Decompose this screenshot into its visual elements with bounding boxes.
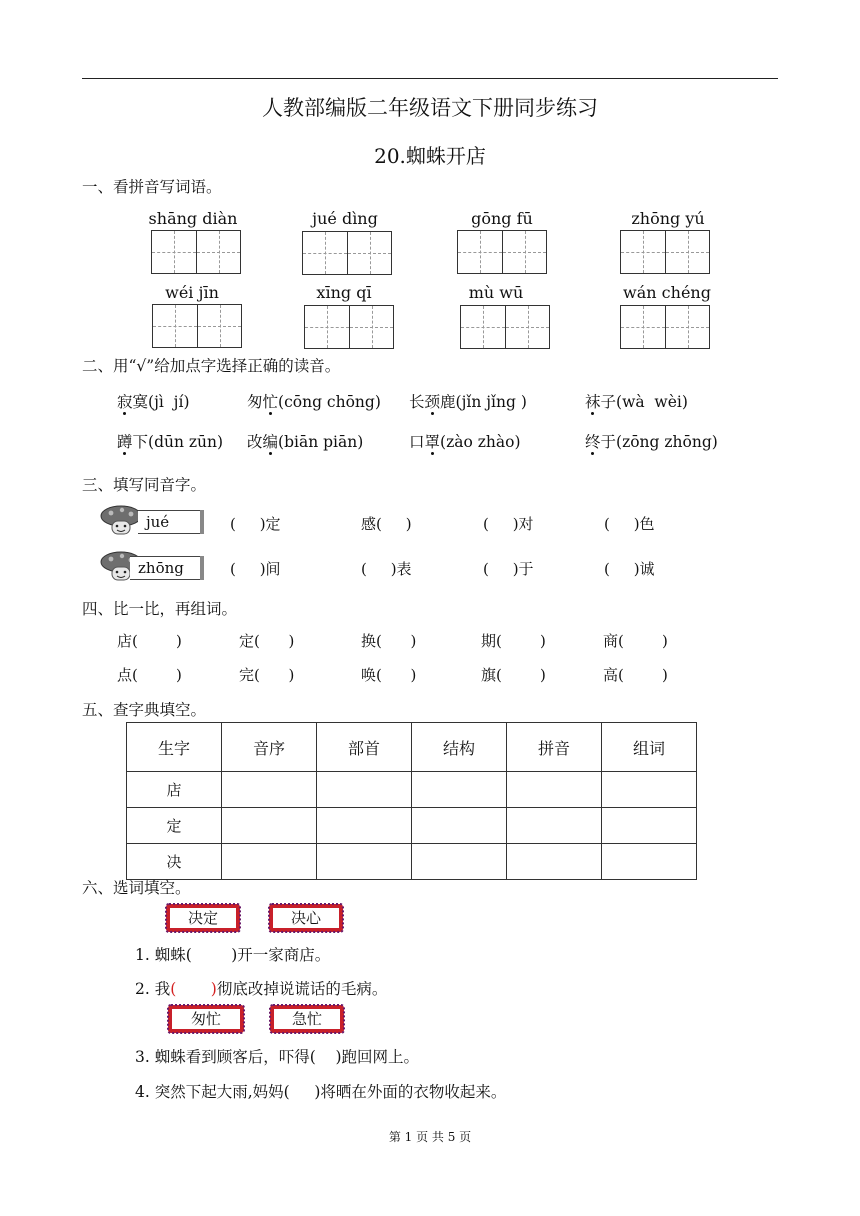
table-header-cell: 组词 <box>602 723 697 772</box>
reading-item[interactable]: 寂寞(jì jí) <box>117 393 190 411</box>
compare-item[interactable]: 点( ) <box>117 666 182 684</box>
question-3[interactable]: 3. 蜘蛛看到顾客后，吓得( )跑回网上。 <box>135 1048 420 1066</box>
pinyin-label: xīng qī <box>316 283 372 302</box>
table-header-cell: 结构 <box>412 723 507 772</box>
homophone-blank[interactable]: ( )诚 <box>604 560 655 578</box>
reading-item[interactable]: 蹲下(dūn zūn) <box>117 433 224 451</box>
table-cell-blank[interactable] <box>507 844 602 880</box>
question-4[interactable]: 4. 突然下起大雨,妈妈( )将晒在外面的衣物收起来。 <box>135 1083 507 1101</box>
section-1-heading: 一、看拼音写词语。 <box>82 178 222 196</box>
writing-grid[interactable] <box>460 305 550 349</box>
word-choice-box: 急忙 <box>270 1005 344 1033</box>
table-cell-blank[interactable] <box>412 808 507 844</box>
pinyin-label: wán chéng <box>623 283 711 302</box>
table-row <box>127 844 697 880</box>
homophone-blank[interactable]: ( )于 <box>483 560 534 578</box>
writing-grid[interactable] <box>620 230 710 274</box>
reading-item[interactable]: 终于(zōng zhōng) <box>585 433 718 451</box>
table-cell-char: 决 <box>127 844 222 880</box>
table-row <box>127 772 697 808</box>
reading-item[interactable]: 长颈鹿(jǐn jǐng ) <box>409 393 527 411</box>
writing-grid[interactable] <box>152 304 242 348</box>
compare-item[interactable]: 定( ) <box>239 632 295 650</box>
table-cell-blank[interactable] <box>507 772 602 808</box>
homophone-blank[interactable]: ( )色 <box>604 515 655 533</box>
table-cell-blank[interactable] <box>222 808 317 844</box>
compare-item[interactable]: 高( ) <box>603 666 668 684</box>
reading-item[interactable]: 改编(biān piān) <box>247 433 364 451</box>
homophone-blank[interactable]: ( )表 <box>361 560 412 578</box>
question-2[interactable]: 2. 我( )彻底改掉说谎话的毛病。 <box>135 980 388 998</box>
writing-grid[interactable] <box>304 305 394 349</box>
writing-grid[interactable] <box>457 230 547 274</box>
pinyin-tag: zhōng <box>130 556 204 580</box>
top-rule <box>82 78 778 79</box>
section-2-heading: 二、用“√”给加点字选择正确的读音。 <box>82 357 341 375</box>
writing-grid[interactable] <box>302 231 392 275</box>
dictionary-table <box>126 722 697 880</box>
section-5-heading: 五、查字典填空。 <box>82 701 207 719</box>
compare-item[interactable]: 完( ) <box>239 666 295 684</box>
homophone-blank[interactable]: ( )对 <box>483 515 534 533</box>
section-3-heading: 三、填写同音字。 <box>82 476 207 494</box>
compare-item[interactable]: 旗( ) <box>481 666 546 684</box>
compare-item[interactable]: 换( ) <box>361 632 417 650</box>
pinyin-label: jué dìng <box>312 209 378 228</box>
table-cell-blank[interactable] <box>412 844 507 880</box>
table-cell-blank[interactable] <box>412 772 507 808</box>
table-header-cell: 生字 <box>127 723 222 772</box>
reading-item[interactable]: 匆忙(cōng chōng) <box>247 393 381 411</box>
table-cell-blank[interactable] <box>602 844 697 880</box>
pinyin-label: gōng fū <box>471 209 533 228</box>
writing-grid[interactable] <box>620 305 710 349</box>
table-header-cell: 部首 <box>317 723 412 772</box>
page-footer: 第 1 页 共 5 页 <box>388 1130 472 1144</box>
compare-item[interactable]: 期( ) <box>481 632 546 650</box>
table-cell-blank[interactable] <box>317 808 412 844</box>
homophone-blank[interactable]: ( )间 <box>230 560 281 578</box>
pinyin-tag: jué <box>138 510 204 534</box>
page-title: 人教部编版二年级语文下册同步练习 <box>262 96 598 120</box>
table-cell-char: 店 <box>127 772 222 808</box>
writing-grid[interactable] <box>151 230 241 274</box>
table-header-cell: 音序 <box>222 723 317 772</box>
lesson-title: 20.蜘蛛开店 <box>374 144 486 168</box>
compare-item[interactable]: 商( ) <box>603 632 668 650</box>
table-cell-blank[interactable] <box>317 844 412 880</box>
pinyin-label: wéi jīn <box>165 283 219 302</box>
pinyin-label: shāng diàn <box>148 209 238 228</box>
table-header-cell: 拼音 <box>507 723 602 772</box>
table-row <box>127 808 697 844</box>
table-cell-char: 定 <box>127 808 222 844</box>
question-1[interactable]: 1. 蜘蛛( )开一家商店。 <box>135 946 331 964</box>
table-cell-blank[interactable] <box>317 772 412 808</box>
table-cell-blank[interactable] <box>602 772 697 808</box>
pinyin-label: zhōng yú <box>631 209 705 228</box>
homophone-blank[interactable]: ( )定 <box>230 515 281 533</box>
homophone-blank[interactable]: 感( ) <box>361 515 412 533</box>
table-cell-blank[interactable] <box>602 808 697 844</box>
table-header-row <box>127 723 697 772</box>
compare-item[interactable]: 店( ) <box>117 632 182 650</box>
word-choice-box: 决心 <box>269 904 343 932</box>
reading-item[interactable]: 口罩(zào zhào) <box>409 433 521 451</box>
section-6-heading: 六、选词填空。 <box>82 879 191 897</box>
table-cell-blank[interactable] <box>507 808 602 844</box>
reading-item[interactable]: 袜子(wà wèi) <box>585 393 688 411</box>
section-4-heading: 四、比一比，再组词。 <box>82 600 238 618</box>
word-choice-box: 决定 <box>166 904 240 932</box>
table-cell-blank[interactable] <box>222 844 317 880</box>
compare-item[interactable]: 唤( ) <box>361 666 417 684</box>
pinyin-label: mù wū <box>468 283 524 302</box>
word-choice-box: 匆忙 <box>168 1005 244 1033</box>
table-cell-blank[interactable] <box>222 772 317 808</box>
